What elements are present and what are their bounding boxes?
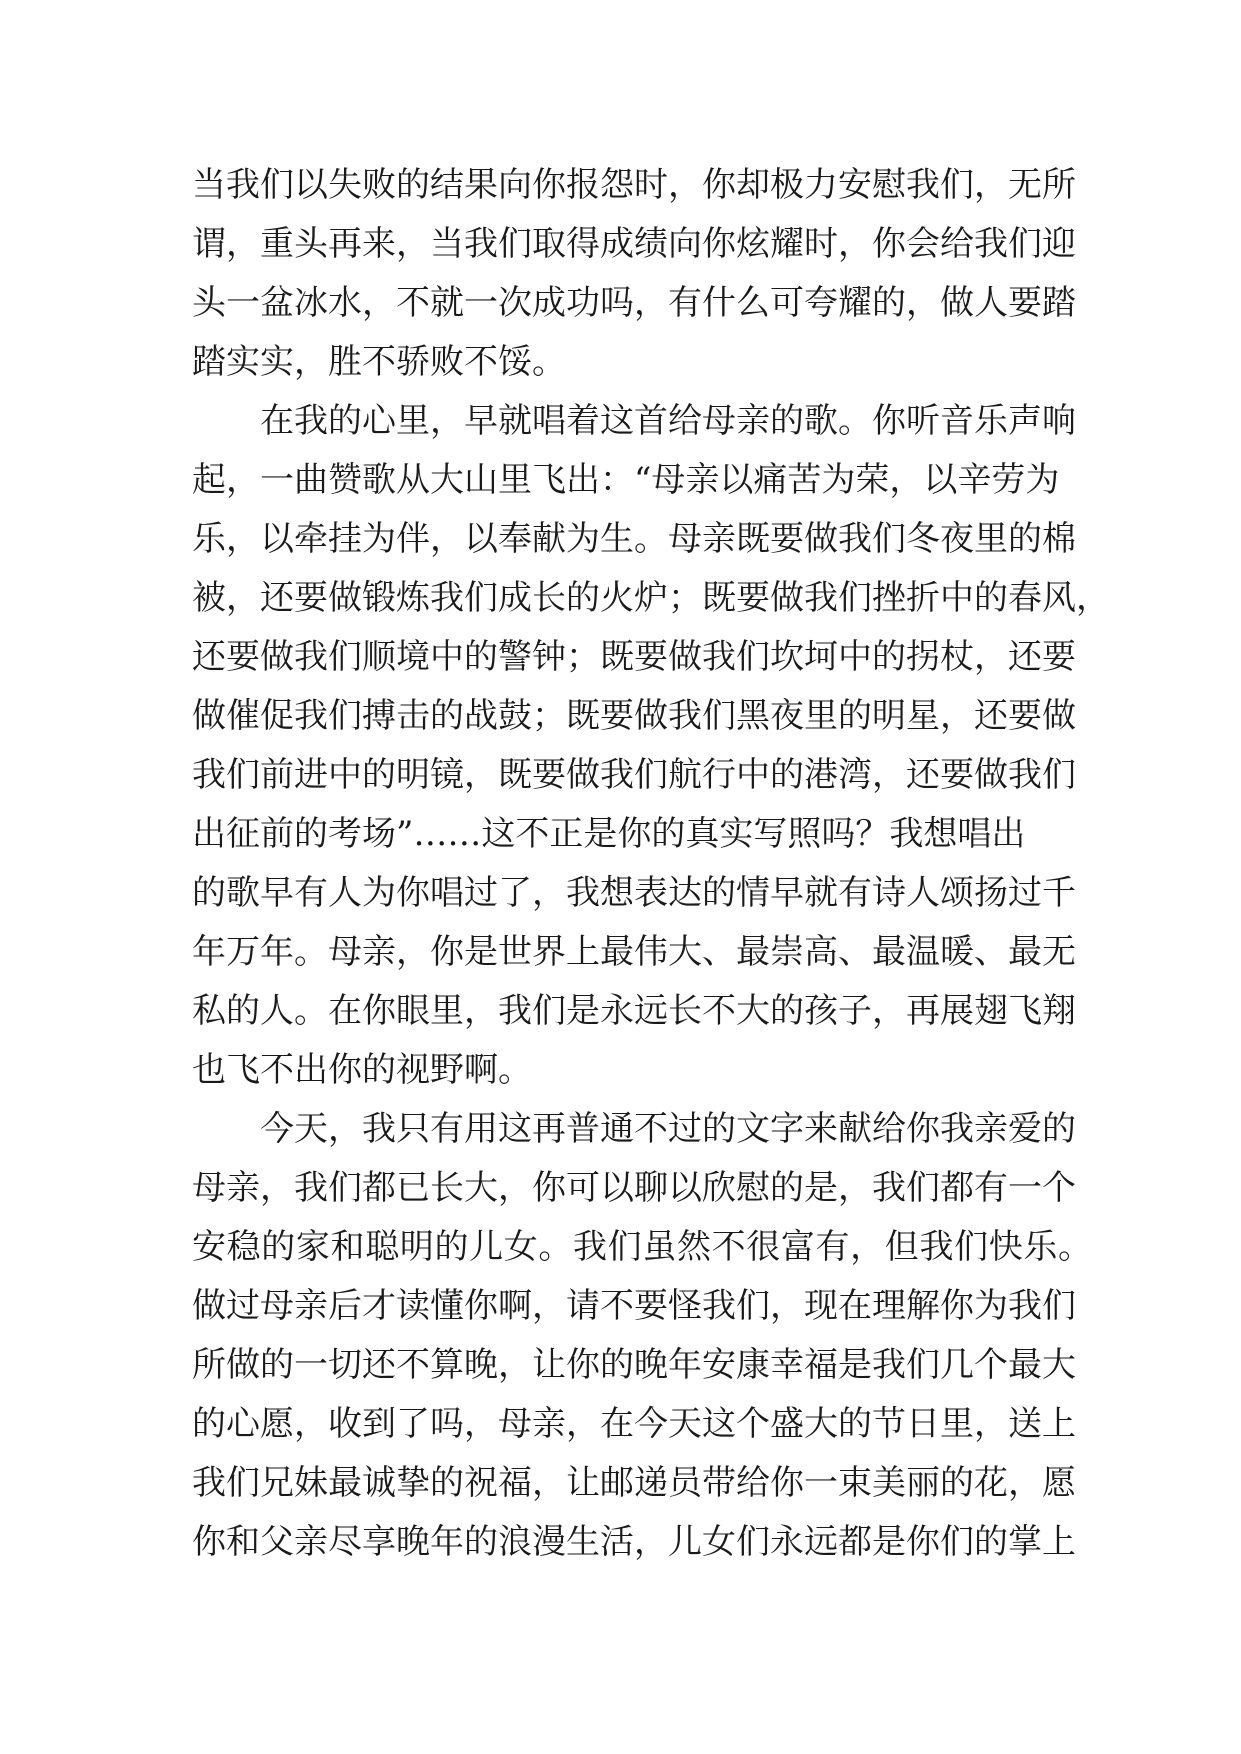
text-line: 乐，以牵挂为伴，以奉献为生。母亲既要做我们冬夜里的棉 bbox=[192, 519, 1076, 559]
text-line: 被，还要做锻炼我们成长的火炉；既要做我们挫折中的春风， bbox=[192, 578, 1110, 618]
text-line: 做催促我们搏击的战鼓；既要做我们黑夜里的明星，还要做 bbox=[192, 696, 1076, 736]
text-line: 母亲，我们都已长大，你可以聊以欣慰的是，我们都有一个 bbox=[192, 1168, 1076, 1208]
text-line: 做过母亲后才读懂你啊，请不要怪我们，现在理解你为我们 bbox=[192, 1286, 1076, 1326]
text-line: 你和父亲尽享晚年的浪漫生活，儿女们永远都是你们的掌上 bbox=[192, 1522, 1076, 1562]
text-line: 头一盆冰水，不就一次成功吗，有什么可夸耀的，做人要踏 bbox=[192, 283, 1076, 323]
text-line: 当我们以失败的结果向你报怨时，你却极力安慰我们，无所 bbox=[192, 165, 1076, 205]
text-line: 的心愿，收到了吗，母亲，在今天这个盛大的节日里，送上 bbox=[192, 1404, 1076, 1444]
text-line: 谓，重头再来，当我们取得成绩向你炫耀时，你会给我们迎 bbox=[192, 224, 1076, 264]
text-line: 在我的心里，早就唱着这首给母亲的歌。你听音乐声响 bbox=[260, 401, 1076, 441]
text-line: 年万年。母亲，你是世界上最伟大、最崇高、最温暖、最无 bbox=[192, 932, 1076, 972]
text-line: 我们前进中的明镜，既要做我们航行中的港湾，还要做我们 bbox=[192, 755, 1076, 795]
text-line: 安稳的家和聪明的儿女。我们虽然不很富有，但我们快乐。 bbox=[192, 1227, 1092, 1267]
text-line: 私的人。在你眼里，我们是永远长不大的孩子，再展翅飞翔 bbox=[192, 991, 1076, 1031]
body-text bbox=[192, 156, 1110, 1572]
text-line: 今天，我只有用这再普通不过的文字来献给你我亲爱的 bbox=[260, 1109, 1076, 1149]
text-line: 还要做我们顺境中的警钟；既要做我们坎坷中的拐杖，还要 bbox=[192, 637, 1076, 677]
paragraph bbox=[192, 392, 1110, 1100]
paragraph bbox=[192, 156, 1092, 392]
text-line: 踏实实，胜不骄败不馁。 bbox=[192, 342, 566, 382]
text-line: 出征前的考场”……这不正是你的真实写照吗？我想唱出 bbox=[192, 814, 1026, 854]
text-line: 也飞不出你的视野啊。 bbox=[192, 1050, 532, 1090]
text-line: 所做的一切还不算晚，让你的晚年安康幸福是我们几个最大 bbox=[192, 1345, 1076, 1385]
paragraph bbox=[192, 1100, 1092, 1572]
text-line: 起，一曲赞歌从大山里飞出：“母亲以痛苦为荣，以辛劳为 bbox=[192, 460, 1060, 500]
text-line: 的歌早有人为你唱过了，我想表达的情早就有诗人颂扬过千 bbox=[192, 873, 1076, 913]
text-line: 我们兄妹最诚挚的祝福，让邮递员带给你一束美丽的花，愿 bbox=[192, 1463, 1076, 1503]
